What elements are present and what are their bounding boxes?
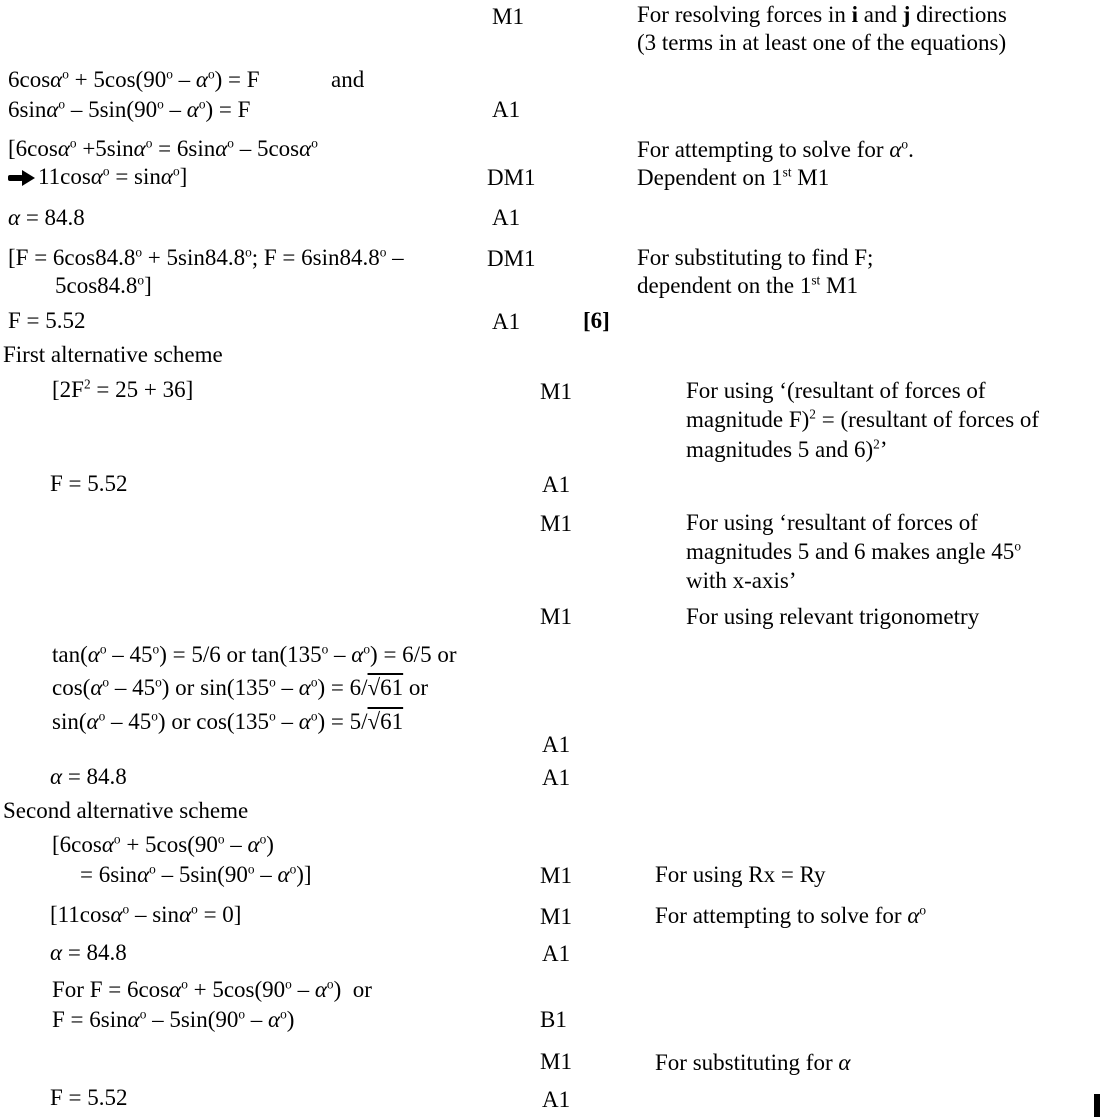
note-subst-line1: For substituting to find F;	[637, 245, 874, 270]
eq-resolve-i: $6\cos\alpha^o + 5\cos(90^o - \alpha^o) = F$	[8, 66, 260, 92]
mark-a1-alpha-alt1: A1	[542, 765, 571, 790]
alpha-result-alt1: α = 84.8	[50, 764, 127, 789]
mark-m1-pyth: M1	[540, 379, 572, 404]
mark-a1-alpha: A1	[492, 205, 521, 230]
heading-second-alternative: Second alternative scheme	[3, 798, 249, 823]
note-resultant-line3: magnitudes 5 and 6)$^2$’	[686, 436, 888, 462]
note-subst-line2: dependent on the 1st M1	[637, 272, 858, 298]
eq-pythagoras: $[2F^2 = 25 + 36]$	[52, 376, 194, 402]
heading-first-alternative: First alternative scheme	[3, 342, 223, 367]
mark-b1-f: B1	[540, 1007, 567, 1032]
eq-cos: $\cos(\alpha^o - 45^o)$ or $\sin(135^o - \alpha^o) = 6/√61$ or	[52, 674, 429, 700]
mark-a1-f-alt2: A1	[542, 1087, 571, 1112]
note-solve-alt2: For attempting to solve for $\alpha^o$	[655, 902, 927, 928]
mark-m1-resolve: M1	[492, 4, 524, 29]
note-resultant-line1: For using ‘(resultant of forces of	[686, 378, 986, 403]
alpha-result-alt2: α = 84.8	[50, 940, 127, 965]
eq-simplify: [11cosα$^o$ – sinα$^o$ = 0]	[50, 901, 242, 927]
note-subst-alt2: For substituting for α	[655, 1050, 851, 1075]
mark-a1-alpha-alt2: A1	[542, 941, 571, 966]
eq-implies: 11cosα$^o$ = sinα$^o$]	[38, 163, 188, 189]
note-resolve-line2: (3 terms in at least one of the equations)	[637, 30, 1007, 55]
black-corner-bar	[1094, 1094, 1100, 1117]
eq-combine: [6cosα$^o$ +5sinα$^o$ = 6sinα$^o$ – 5cosα$^o$	[8, 135, 318, 161]
note-resolve-line1: For resolving forces in i and j directions	[637, 2, 1007, 27]
f-result-main: F = 5.52	[8, 308, 86, 333]
note-solve-line2: Dependent on 1st M1	[637, 164, 830, 190]
eq-sin: $\sin(\alpha^o - 45^o)$ or $\cos(135^o - \alpha^o) = 5/√61$	[52, 708, 404, 734]
eq-tan: $\tan(\alpha^o - 45^o) = 5/6$ or $\tan(135^o - \alpha^o) = 6/5$ or	[52, 641, 457, 667]
eq-resolve-j: $6\sin\alpha^o - 5\sin(90^o - \alpha^o) = F$	[8, 96, 251, 122]
note-angle-line2: magnitudes 5 and 6 makes angle 45$^o$	[686, 538, 1021, 564]
eq-subst-line1: [$F = 6\cos 84.8^o + 5\sin 84.8^o$; $F = 6\sin 84.8^o$ –	[8, 244, 404, 270]
f-result-alt2: F = 5.52	[50, 1085, 128, 1110]
eq-equate-line2: = $6\sin\alpha^o - 5\sin(90^o - \alpha^o)$]	[80, 861, 312, 887]
mark-a1-f: A1	[492, 309, 521, 334]
alpha-result-main: α = 84.8	[8, 205, 85, 230]
note-resultant-line2: magnitude F)$^2$ = (resultant of forces of	[686, 406, 1040, 432]
mark-m1-solve-alt2: M1	[540, 904, 572, 929]
eq-equate-line1: [$6\cos\alpha^o + 5\cos(90^o - \alpha^o)$	[52, 831, 274, 857]
note-angle-line1: For using ‘resultant of forces of	[686, 510, 978, 535]
eq-implies-line	[8, 163, 187, 190]
note-rxry: For using Rx = Ry	[655, 862, 826, 887]
mark-dm1-solve: DM1	[487, 165, 536, 190]
mark-m1-rxry: M1	[540, 863, 572, 888]
f-result-alt1: F = 5.52	[50, 471, 128, 496]
eq-f-line1: For $F = 6\cos\alpha^o + 5\cos(90^o - \alpha^o)$ or	[52, 976, 372, 1002]
mark-a1-resolve: A1	[492, 97, 521, 122]
note-angle-line3: with x-axis’	[686, 568, 797, 593]
mark-dm1-subst: DM1	[487, 246, 536, 271]
eq-subst-line2: 5cos84.8$^o$]	[55, 272, 152, 298]
mark-m1-subst-alt2: M1	[540, 1049, 572, 1074]
heavy-right-arrow-icon	[8, 170, 35, 186]
mark-a1-trig: A1	[542, 732, 571, 757]
mark-m1-angle: M1	[540, 511, 572, 536]
note-solve-line1: For attempting to solve for $\alpha^o$.	[637, 136, 914, 162]
note-trig: For using relevant trigonometry	[686, 604, 980, 629]
total-marks-badge: [6]	[583, 308, 610, 333]
and-label: and	[331, 67, 365, 92]
mark-m1-trig: M1	[540, 604, 572, 629]
mark-a1-f-alt1: A1	[542, 472, 571, 497]
eq-f-line2: $F = 6\sin\alpha^o - 5\sin(90^o - \alpha^o)$	[52, 1006, 295, 1032]
